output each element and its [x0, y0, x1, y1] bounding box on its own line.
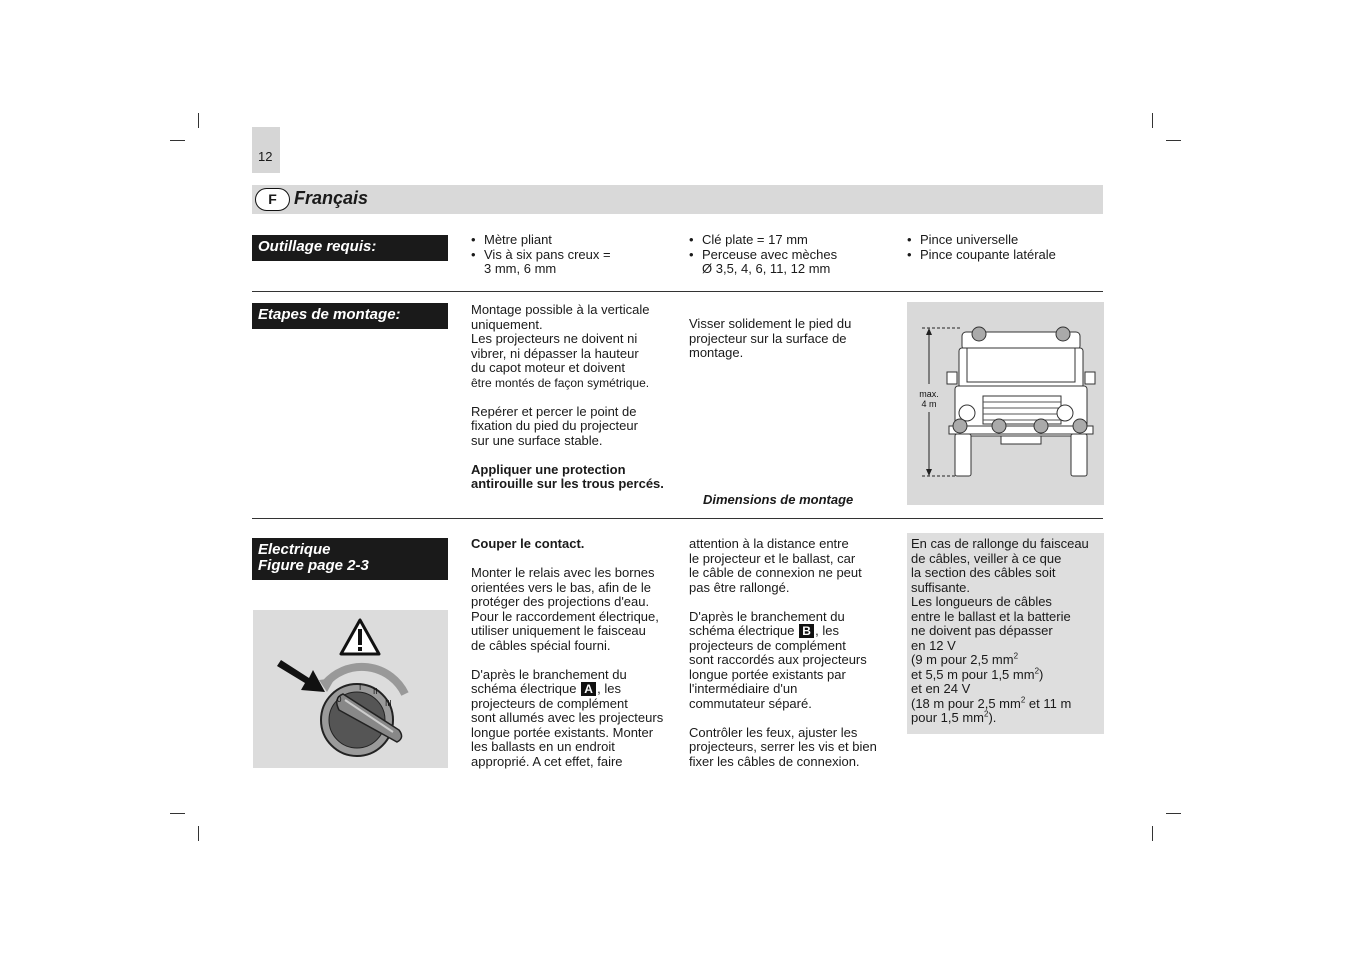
arrow-icon — [277, 660, 325, 692]
switch-position-label: 0 — [337, 695, 342, 704]
text-line: fixation du pied du projecteur — [471, 418, 638, 433]
list-item: • Pince coupante latérale — [907, 248, 1097, 263]
text-line: orientées vers le bas, afin de le — [471, 579, 651, 595]
text-line: schéma électrique A , les — [471, 681, 621, 696]
text-line: longue portée existants par — [689, 666, 846, 682]
section-label-mounting: Etapes de montage: — [252, 303, 448, 329]
section-label-tools: Outillage requis: — [252, 235, 448, 261]
crop-mark — [198, 113, 199, 128]
text-line: (9 m pour 2,5 $mm^2$ — [911, 651, 1019, 667]
text-line: approprié. A cet effet, faire — [471, 753, 623, 769]
dimension-label: max. — [919, 389, 939, 399]
text-line: le câble de connexion ne peut — [689, 565, 862, 580]
crop-mark — [198, 826, 199, 841]
dimension-label: 4 m — [921, 399, 937, 409]
text-line: projecteurs de complément — [689, 637, 846, 653]
ignition-switch-figure — [253, 610, 448, 768]
language-badge: F — [255, 188, 290, 211]
text-line: schéma électrique B , les — [689, 623, 839, 638]
section-label-line: Electrique — [258, 541, 331, 558]
ignition-switch-illustration — [253, 610, 448, 768]
list-item: • Perceuse avec mèches — [689, 248, 889, 263]
text-line: (18 m pour 2,5 $mm^2$ et 11 m — [911, 695, 1072, 711]
text-line: Pour le raccordement électrique, — [471, 608, 659, 624]
text-line: en 12 V — [911, 637, 956, 653]
text-line: pas être rallongé. — [689, 579, 790, 595]
text-line: du capot moteur et doivent — [471, 360, 625, 375]
section-divider — [252, 518, 1103, 519]
text-line: commutateur séparé. — [689, 695, 812, 711]
text-line: la section des câbles soit — [911, 565, 1056, 580]
switch-position-label: I — [359, 683, 362, 692]
tools-column-1 — [471, 233, 671, 277]
text-line: Montage possible à la verticale — [471, 302, 650, 317]
text-line: sont raccordés aux projecteurs — [689, 652, 867, 667]
text-line: de câbles spécial fourni. — [471, 637, 611, 653]
cable-length-note-text — [911, 537, 1103, 726]
text-line: Monter le relais avec les bornes — [471, 565, 655, 580]
switch-position-label: II — [373, 687, 378, 696]
text-line: sur une surface stable. — [471, 432, 603, 448]
text-line: et 5,5 m pour 1,5 $mm^2$) — [911, 666, 1044, 682]
language-header-bar — [252, 185, 1103, 214]
text-line: être montés de façon symétrique. — [471, 375, 650, 390]
text-line: D'après le branchement du — [471, 666, 627, 682]
text-line: D'après le branchement du — [689, 608, 845, 624]
text-line: le projecteur et le ballast, car — [689, 550, 856, 566]
text-line: Les projecteurs ne doivent ni — [471, 331, 638, 346]
text-line: projecteur sur la surface de — [689, 330, 847, 346]
text-line: les ballasts en un endroit — [471, 739, 615, 754]
crop-mark — [170, 813, 185, 814]
text-line: Repérer et percer le point de — [471, 403, 637, 419]
text-line: fixer les câbles de connexion. — [689, 753, 860, 769]
crop-mark — [170, 140, 185, 141]
list-item: • Vis à six pans creux = — [471, 248, 671, 263]
tools-column-3 — [907, 233, 1097, 262]
text-line: projecteurs de complément — [471, 695, 628, 711]
text-line: Contrôler les feux, ajuster les — [689, 724, 858, 740]
text-line: l'intermédiaire d'un — [689, 681, 798, 696]
page-number: 12 — [258, 149, 273, 164]
diagram-badge-a: A — [581, 682, 596, 696]
text-line: Les longueurs de câbles — [911, 594, 1052, 609]
mounting-column-1 — [471, 303, 681, 492]
text-line: longue portée existants. Monter — [471, 724, 654, 740]
crop-mark — [1166, 813, 1181, 814]
list-item: • Pince universelle — [907, 233, 1097, 248]
vehicle-dimension-figure — [907, 302, 1104, 505]
text-line: antirouille sur les trous percés. — [471, 476, 664, 491]
text-line: de câbles, veiller à ce que — [911, 550, 1062, 566]
instruction-heading: Couper le contact. — [471, 536, 585, 551]
text-line: pour 1,5 $mm^2$). — [911, 709, 997, 725]
text-line: entre le ballast et la batterie — [911, 608, 1071, 624]
crop-mark — [1166, 140, 1181, 141]
electric-column-1 — [471, 537, 686, 769]
text-line: uniquement. — [471, 316, 543, 332]
list-item-continuation: Ø 3,5, 4, 6, 11, 12 mm — [702, 261, 831, 276]
text-line: projecteurs, serrer les vis et bien — [689, 739, 877, 754]
text-line: montage. — [689, 345, 744, 360]
vehicle-front-illustration — [907, 302, 1104, 505]
list-item-continuation: 3 mm, 6 mm — [484, 261, 557, 276]
figure-caption: Dimensions de montage — [703, 492, 854, 507]
section-divider — [252, 291, 1103, 292]
crop-mark — [1152, 826, 1153, 841]
text-line: protéger des projections d'eau. — [471, 594, 650, 609]
mounting-column-2 — [689, 317, 889, 361]
text-line: attention à la distance entre — [689, 536, 849, 551]
text-line: ne doivent pas dépasser — [911, 623, 1053, 638]
text-line: sont allumés avec les projecteurs — [471, 710, 664, 725]
list-item: • Clé plate = 17 mm — [689, 233, 889, 248]
list-item: • Mètre pliant — [471, 233, 671, 248]
text-line: et en 24 V — [911, 681, 971, 696]
text-line: Appliquer une protection — [471, 461, 626, 477]
section-label-electric — [252, 538, 448, 580]
section-label-line: Figure page 2-3 — [258, 557, 369, 574]
text-line: suffisante. — [911, 579, 971, 595]
text-line: vibrer, ni dépasser la hauteur — [471, 345, 639, 361]
electric-column-2 — [689, 537, 899, 769]
switch-position-label: III — [385, 699, 392, 708]
crop-mark — [1152, 113, 1153, 128]
text-line: En cas de rallonge du faisceau — [911, 536, 1089, 551]
text-line: Visser solidement le pied du — [689, 316, 852, 331]
tools-column-2 — [689, 233, 889, 277]
language-title: Français — [294, 188, 369, 208]
diagram-badge-b: B — [799, 624, 814, 638]
text-line: utiliser uniquement le faisceau — [471, 623, 646, 638]
